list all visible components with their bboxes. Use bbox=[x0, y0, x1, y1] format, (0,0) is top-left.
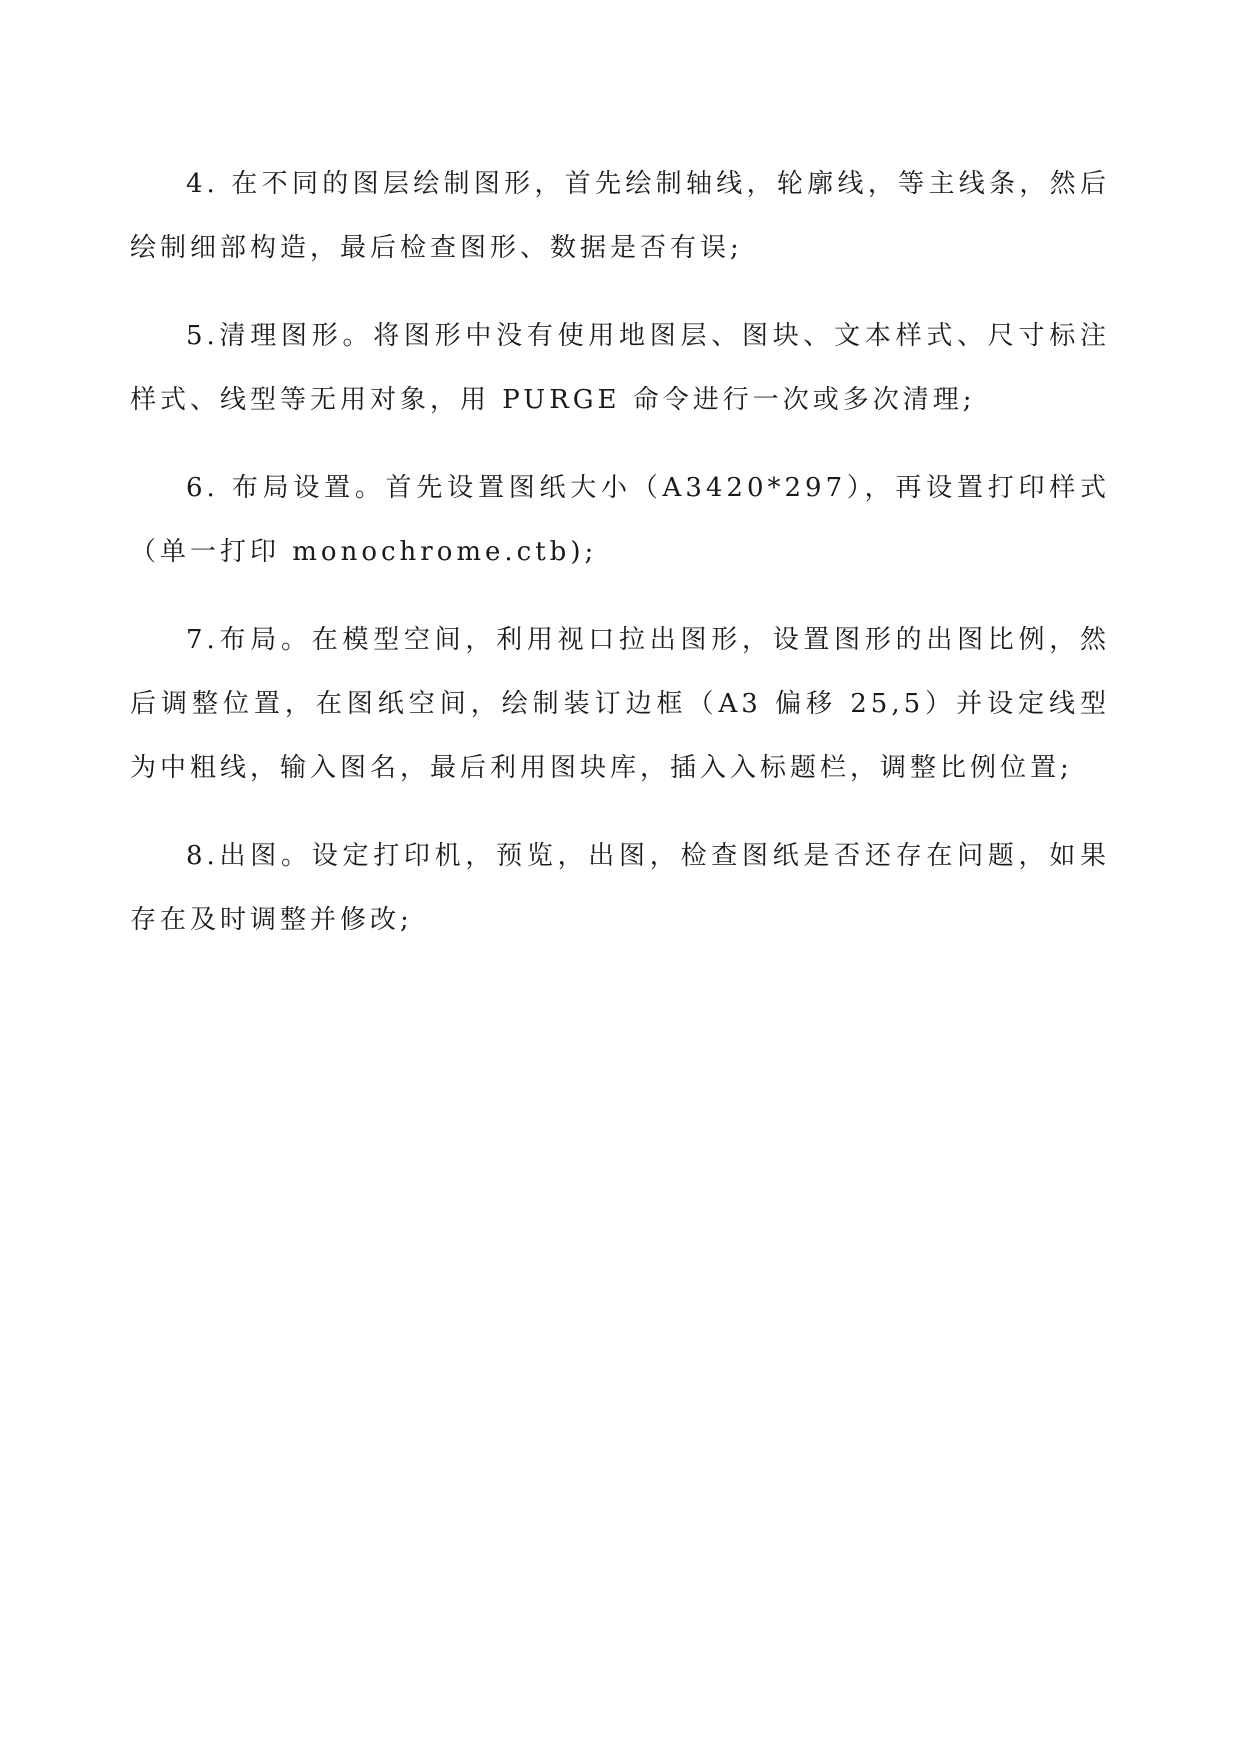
paragraph-step-4: 4. 在不同的图层绘制图形，首先绘制轴线，轮廓线，等主线条，然后绘制细部构造，最后检查图形、数据是否有误; bbox=[130, 169, 1110, 263]
paragraph-step-8: 8.出图。设定打印机，预览，出图，检查图纸是否还存在问题，如果存在及时调整并修改; bbox=[130, 841, 1110, 935]
document-body bbox=[130, 152, 1110, 976]
paragraph-step-5: 5.清理图形。将图形中没有使用地图层、图块、文本样式、尺寸标注样式、线型等无用对象，用 PURGE 命令进行一次或多次清理; bbox=[130, 321, 1110, 415]
paragraph-step-6: 6. 布局设置。首先设置图纸大小（A3420*297），再设置打印样式（单一打印 monochrome.ctb); bbox=[130, 473, 1110, 567]
paragraph-step-7: 7.布局。在模型空间，利用视口拉出图形，设置图形的出图比例，然后调整位置，在图纸空间，绘制装订边框（A3 偏移 25,5）并设定线型为中粗线，输入图名，最后利用图块库，插入入标题栏，调整比例位置; bbox=[130, 625, 1110, 783]
